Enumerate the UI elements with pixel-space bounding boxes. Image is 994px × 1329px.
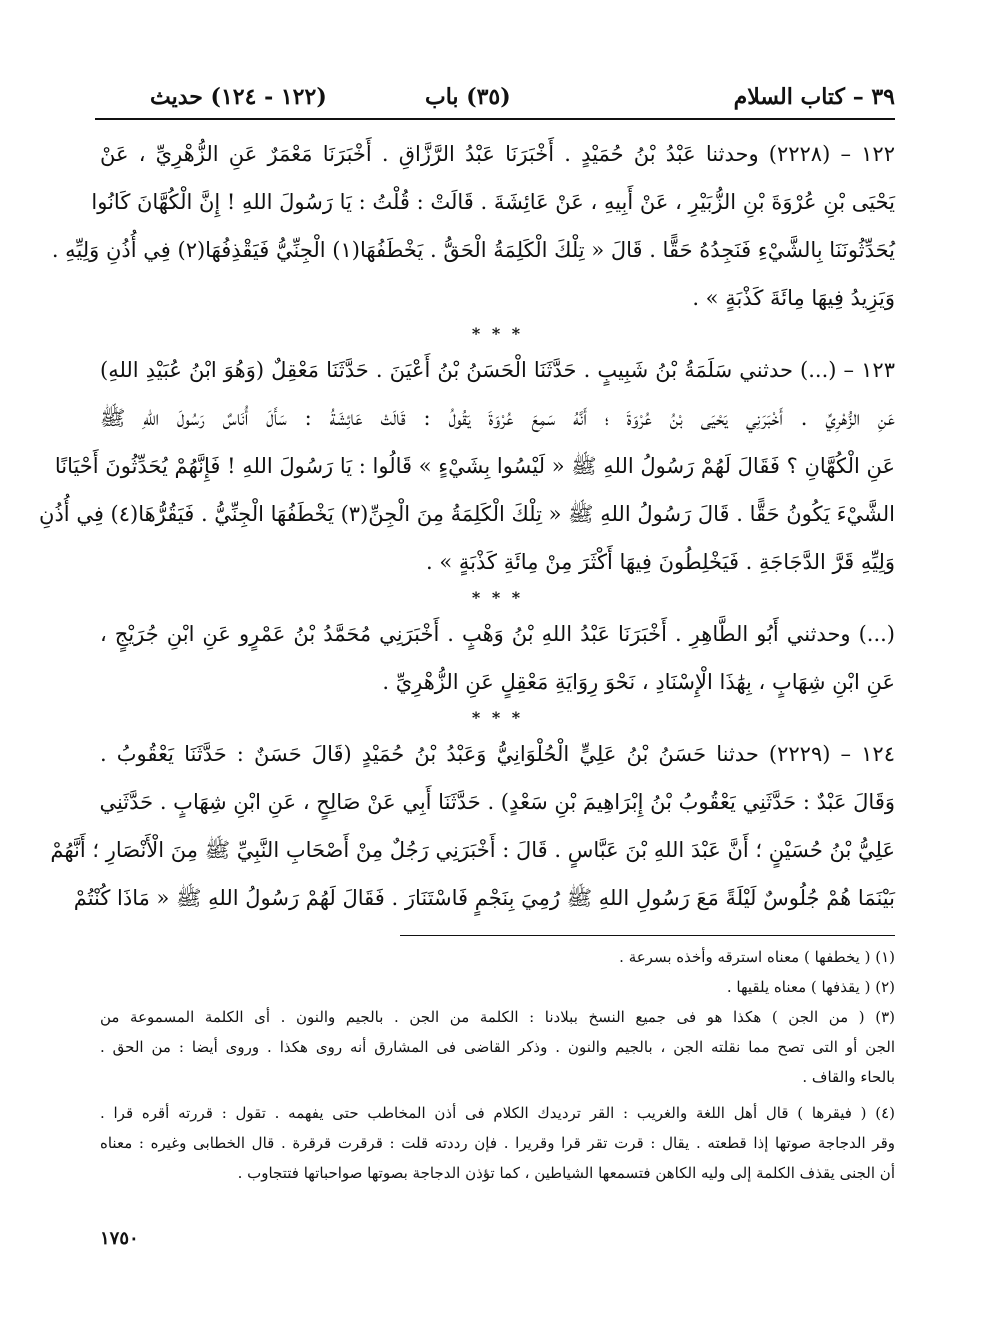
footnote-line: (١) ( يخطفها ) معناه استرقه وأخذه بسرعة . [619, 948, 895, 966]
footnotes [100, 942, 895, 1188]
text-line: عَنِ الزُّهْرِيِّ . أَخْبَرَنِي يَحْيَى بْنُ عُرْوَةَ ؛ أَنَّهُ سَمِعَ عُرْوَةَ يَقُولُ : قَالَتْ عَائِشَةُ : سَأَلَ أُنَاسٌ رَسُولَ اللهِ ﷺ [100, 406, 895, 430]
text-line: وَلِيِّهِ قَرَّ الدَّجَاجَةِ . فَيَخْلِطُونَ فِيهَا أَكْثَرَ مِنْ مِائَةِ كَذْبَةٍ » . [426, 550, 895, 574]
hadith-122 [51, 130, 895, 322]
text-line: ١٢٢ – (٢٢٢٨) وحدثنا عَبْدُ بْنُ حُمَيْدٍ . أَخْبَرَنَا عَبْدُ الرَّزَّاقِ . أَخْبَرَنَا مَعْمَرٌ عَنِ الزُّهْرِيِّ ، عَنْ [100, 142, 895, 166]
footnote-1 [100, 942, 895, 972]
page-header [95, 78, 895, 120]
chapter-label: (٣٥) باب [425, 84, 511, 110]
footnote-line: (٢) ( يقذفها ) معناه يلقيها . [726, 978, 895, 996]
text-line: وَيَزِيدُ فِيهَا مِائَةَ كَذْبَةٍ » . [692, 286, 895, 310]
hadith-body [39, 130, 895, 922]
text-line: عَلِيُّ بْنُ حُسَيْنٍ ؛ أَنَّ عَبْدَ اللهِ بْنَ عَبَّاسٍ . قَالَ : أَخْبَرَنِي رَجُلٌ مِنْ أَصْحَابِ النَّبِيِّ ﷺ مِنَ الْأَنْصَارِ ؛ أَنَّهُمْ [50, 838, 895, 862]
footnote-4 [100, 1098, 895, 1188]
footnote-line: أن الجنى يقذف الكلمة إلى وليه الكاهن فتسمعها الشياطين ، كما تؤذن الدجاجة بصوتها صواحباتها فتتجاوب . [237, 1164, 895, 1182]
footnote-line: وقر الدجاجة صوتها إذا قطعته . يقال : قرت تقر قرا وقريرا . فإن رددته قلت : قرقرت قرقرة . قال الخطابى وغيره : معناه [100, 1134, 895, 1152]
section-separator: * * * [471, 588, 524, 607]
text-line: الشَّيْءَ يَكُونُ حَقًّا . قَالَ رَسُولُ اللهِ ﷺ « تِلْكَ الْكَلِمَةُ مِنَ الْجِنِّ(٣) يَخْطَفُهَا الْجِنِّيُّ . فَيَقُرُّهَا(٤) فِي أُذُنِ [39, 502, 895, 526]
footnote-divider [400, 935, 895, 936]
text-line: يُحَدِّثُونَنَا بِالشَّيْءِ فَنَجِدُهُ حَقًّا . قَالَ « تِلْكَ الْكَلِمَةُ الْحَقُّ . يَخْطَفُهَا(١) الْجِنِّيُّ فَيَقْذِفُهَا(٢) فِي أُذُنِ وَلِيِّهِ . [51, 238, 895, 262]
section-separator: * * * [471, 324, 524, 343]
footnote-line: الجن أو التى تصح مما نقلته الجن ، بالجيم والنون . وذكر القاضى فى المشارق أنه روى هكذا . وروى أيضا : من الحق . [100, 1038, 895, 1056]
text-line: عَنِ ابْنِ شِهَابٍ ، بِهَٰذَا الْإِسْنَادِ ، نَحْوَ رِوَايَةِ مَعْقِلٍ عَنِ الزُّهْرِيِّ . [382, 670, 895, 694]
hadith-123 [39, 346, 895, 586]
hadith-123-variant [100, 610, 895, 706]
footnote-3 [100, 1002, 895, 1092]
section-separator: * * * [471, 708, 524, 727]
page-number: ١٧٥٠ [100, 1228, 139, 1249]
text-line: ١٢٣ – (...) حدثني سَلَمَةُ بْنُ شَبِيبٍ . حَدَّثَنَا الْحَسَنُ بْنُ أَعْيَنَ . حَدَّثَنَا مَعْقِلٌ (وَهُوَ ابْنُ عُبَيْدِ اللهِ) [100, 358, 895, 382]
text-line: ١٢٤ – (٢٢٢٩) حدثنا حَسَنُ بْنُ عَلِيٍّ الْحُلْوَانِيُّ وَعَبْدُ بْنُ حُمَيْدٍ (قَالَ حَسَنٌ : حَدَّثَنَا يَعْقُوبُ . [100, 742, 895, 766]
footnote-line: بالحاء والقاف . [802, 1068, 895, 1086]
text-line: وَقَالَ عَبْدٌ : حَدَّثَنِي يَعْقُوبُ بْنُ إِبْرَاهِيمَ بْنِ سَعْدٍ) . حَدَّثَنَا أَبِي عَنْ صَالِحٍ ، عَنِ ابْنِ شِهَابٍ . حَدَّثَنِي [99, 790, 895, 814]
book-title: ٣٩ – كتاب السلام [733, 84, 895, 110]
hadith-range: (١٢٢ - ١٢٤) حديث [150, 84, 327, 110]
footnote-line: (٤) ( فيقرها ) قال أهل اللغة والغريب : القر ترديدك الكلام فى أذن المخاطب حتى يفهمه . تقول : قررته أقره قرا . [100, 1104, 895, 1122]
text-line: بَيْنَمَا هُمْ جُلُوسٌ لَيْلَةً مَعَ رَسُولِ اللهِ ﷺ رُمِيَ بِنَجْمٍ فَاسْتَنَارَ . فَقَالَ لَهُمْ رَسُولُ اللهِ ﷺ « مَاذَا كُنْتُمْ [73, 886, 895, 910]
text-line: (...) وحدثني أَبُو الطَّاهِرِ . أَخْبَرَنَا عَبْدُ اللهِ بْنُ وَهْبٍ . أَخْبَرَنِي مُحَمَّدُ بْنُ عَمْرٍو عَنِ ابْنِ جُرَيْجٍ ، [100, 622, 895, 646]
hadith-124 [50, 730, 895, 922]
footnote-line: (٣) ( من الجن ) هكذا هو فى جميع النسخ ببلادنا : الكلمة من الجن . بالجيم والنون . أى الكلمة المسموعة من [100, 1008, 895, 1026]
text-line: عَنِ الْكُهَّانِ ؟ فَقَالَ لَهُمْ رَسُولُ اللهِ ﷺ « لَيْسُوا بِشَيْءٍ » قَالُوا : يَا رَسُولَ اللهِ ! فَإِنَّهُمْ يُحَدِّثُونَ أَحْيَانًا [54, 454, 895, 478]
footnote-2 [100, 972, 895, 1002]
text-line: يَحْيَى بْنِ عُرْوَةَ بْنِ الزُّبَيْرِ ، عَنْ أَبِيهِ ، عَنْ عَائِشَةَ . قَالَتْ : قُلْتُ : يَا رَسُولَ اللهِ ! إِنَّ الْكُهَّانَ كَانُوا [91, 190, 895, 214]
